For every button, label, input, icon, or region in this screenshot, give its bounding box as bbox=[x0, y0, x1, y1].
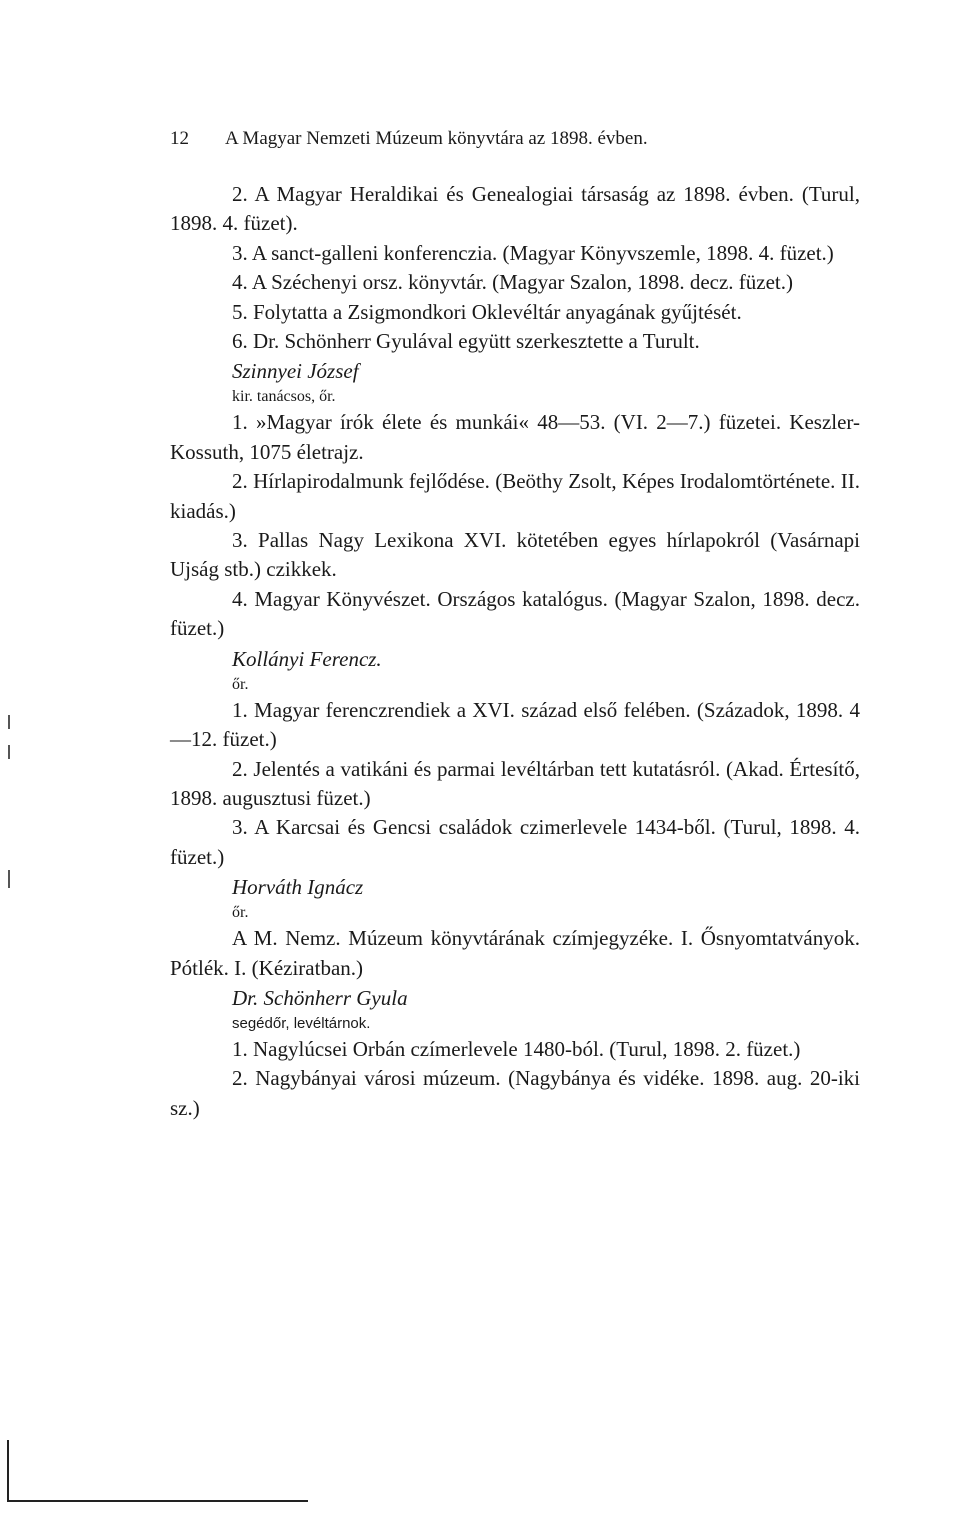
author-role: őr. bbox=[232, 675, 249, 693]
list-item: 2. Nagybányai városi múzeum. (Nagybánya és vidéke. 1898. aug. 20-iki sz.) bbox=[170, 1066, 860, 1120]
list-item: 6. Dr. Schönherr Gyulával együtt szerkesztette a Turult. bbox=[232, 329, 700, 354]
author-signature: Szinnyei József bbox=[232, 359, 359, 384]
list-item: 1. Nagylúcsei Orbán czímerlevele 1480-ból. (Turul, 1898. 2. füzet.) bbox=[232, 1036, 801, 1061]
scan-mark bbox=[8, 745, 10, 759]
author-role: kir. tanácsos, őr. bbox=[232, 388, 336, 406]
list-item: 5. Folytatta a Zsigmondkori Oklevéltár anyagának gyűjtését. bbox=[232, 299, 742, 324]
page-body bbox=[170, 180, 860, 1123]
list-item: 2. Jelentés a vatikáni és parmai levéltárban tett kutatásról. (Akad. Értesítő, 1898. augusztusi füzet.) bbox=[170, 756, 860, 810]
list-item: 4. A Széchenyi orsz. könyvtár. (Magyar Szalon, 1898. decz. füzet.) bbox=[232, 270, 794, 295]
page-number: 12 bbox=[170, 128, 189, 149]
scan-mark bbox=[8, 715, 10, 729]
author-signature: Dr. Schönherr Gyula bbox=[232, 985, 408, 1010]
scan-edge-vertical bbox=[7, 1440, 9, 1502]
list-item: 2. A Magyar Heraldikai és Genealogiai társaság az 1898. évben. (Turul, 1898. 4. füzet). bbox=[170, 182, 860, 236]
list-item: A M. Nemz. Múzeum könyvtárának czímjegyzéke. I. Ősnyomtatványok. Pótlék. I. (Kéziratban.) bbox=[170, 926, 860, 980]
author-signature: Horváth Ignácz bbox=[232, 875, 364, 900]
list-item: 3. A Karcsai és Gencsi családok czimerlevele 1434-ből. (Turul, 1898. 4. füzet.) bbox=[170, 815, 860, 869]
list-item: 1. »Magyar írók élete és munkái« 48—53. (VI. 2—7.) füzetei. Keszler-Kossuth, 1075 életrajz. bbox=[170, 410, 860, 464]
list-item: 3. A sanct-galleni konferenczia. (Magyar Könyvszemle, 1898. 4. füzet.) bbox=[232, 240, 834, 265]
running-title: A Magyar Nemzeti Múzeum könyvtára az 1898. évben. bbox=[225, 128, 648, 149]
page-header bbox=[170, 128, 790, 150]
author-role: őr. bbox=[232, 904, 249, 922]
list-item: 3. Pallas Nagy Lexikona XVI. kötetében egyes hírlapokról (Vasárnapi Ujság stb.) czikkek. bbox=[170, 528, 860, 582]
list-item: 2. Hírlapirodalmunk fejlődése. (Beöthy Zsolt, Képes Irodalomtörténete. II. kiadás.) bbox=[170, 469, 860, 523]
list-item: 4. Magyar Könyvészet. Országos katalógus. (Magyar Szalon, 1898. decz. füzet.) bbox=[170, 586, 860, 641]
list-item: 1. Magyar ferenczrendiek a XVI. század első felében. (Századok, 1898. 4—12. füzet.) bbox=[170, 697, 860, 752]
author-signature: Kollányi Ferencz. bbox=[232, 646, 382, 671]
scan-edge-horizontal bbox=[8, 1500, 308, 1502]
scan-mark bbox=[8, 870, 10, 888]
author-role: segédőr, levéltárnok. bbox=[232, 1014, 371, 1032]
